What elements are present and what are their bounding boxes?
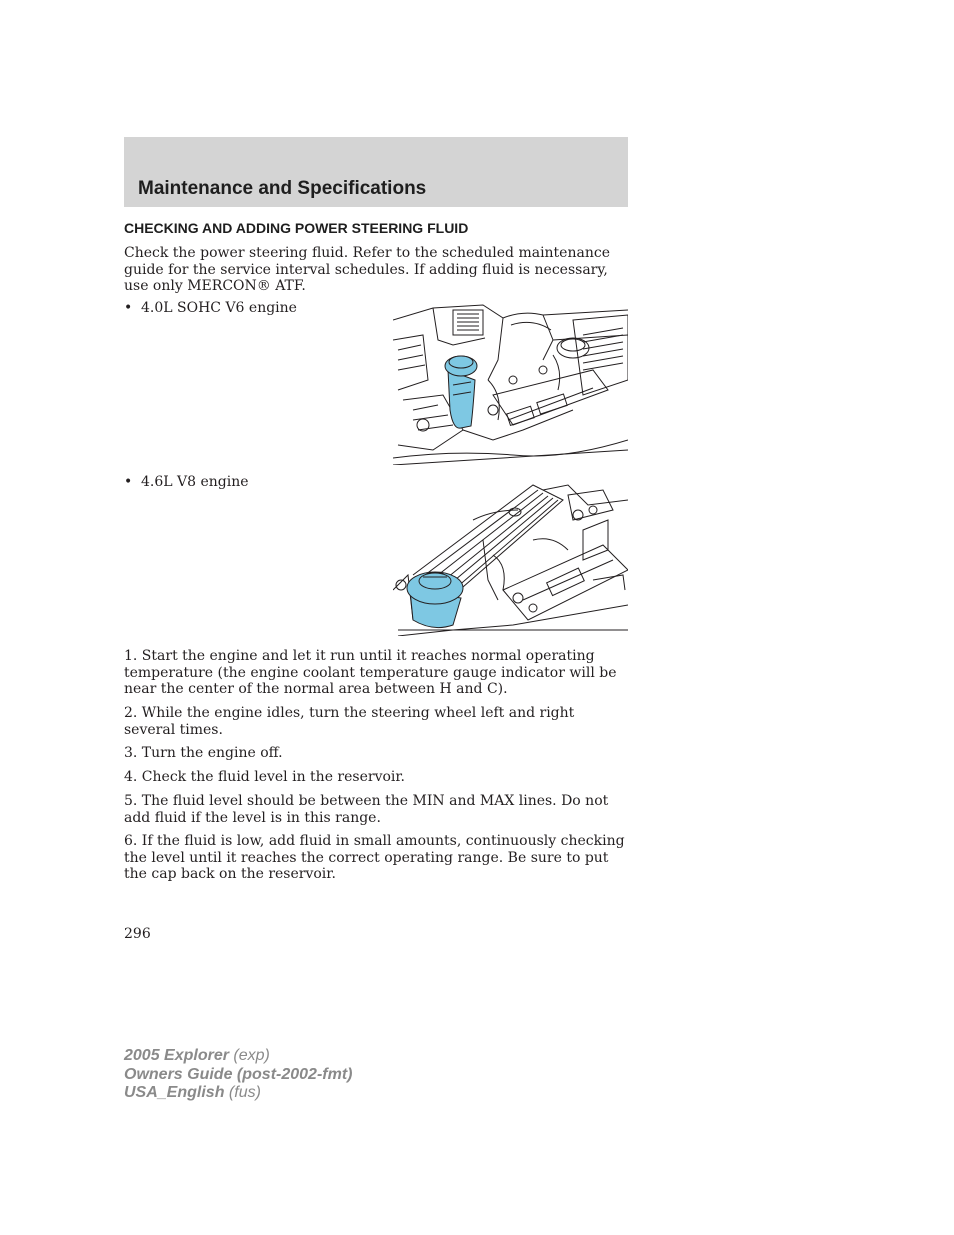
- step-1: 1. Start the engine and let it run until it reaches normal operating temperature (the engine coolant temperature gauge indicator will be near the center of the normal area between H and C).: [124, 648, 617, 697]
- page-number: 296: [124, 926, 151, 942]
- bullet-text: 4.0L SOHC V6 engine: [141, 300, 297, 316]
- v8-engine-illustration: [393, 480, 628, 636]
- step-6: 6. If the fluid is low, add fluid in small amounts, continuously checking the level until it reaches the correct operating range. Be sure to put the cap back on the reservoir.: [124, 833, 625, 882]
- footer-line-3: [124, 1084, 352, 1103]
- step-2: 2. While the engine idles, turn the steering wheel left and right several times.: [124, 705, 575, 738]
- footer-line-2: [124, 1066, 352, 1085]
- footer-model: 2005 Explorer: [124, 1047, 229, 1064]
- bullet-symbol: •: [124, 474, 133, 490]
- footer-language-code: (fus): [228, 1084, 261, 1101]
- footer-guide: Owners Guide (post-2002-fmt): [124, 1065, 353, 1083]
- power-steering-reservoir: [445, 356, 477, 428]
- footer-line-1: [124, 1047, 352, 1066]
- bullet-v6-engine: [124, 300, 297, 317]
- document-footer: [124, 1047, 352, 1103]
- step-3: 3. Turn the engine off.: [124, 745, 283, 761]
- section-header-band: [124, 137, 628, 207]
- v6-engine-illustration: [393, 300, 628, 465]
- intro-paragraph: Check the power steering fluid. Refer to the scheduled maintenance guide for the service interval schedules. If adding fluid is necessary, use only MERCON® ATF.: [124, 245, 610, 294]
- step-5: 5. The fluid level should be between the MIN and MAX lines. Do not add fluid if the level is in this range.: [124, 793, 609, 826]
- footer-language: USA_English: [124, 1084, 225, 1101]
- subheading: CHECKING AND ADDING POWER STEERING FLUID: [124, 220, 469, 236]
- section-title: Maintenance and Specifications: [138, 178, 427, 199]
- footer-model-code: (exp): [233, 1047, 270, 1064]
- bullet-text: 4.6L V8 engine: [141, 474, 249, 490]
- bullet-v8-engine: [124, 474, 249, 491]
- power-steering-reservoir: [407, 572, 463, 628]
- step-4: 4. Check the fluid level in the reservoir.: [124, 769, 405, 785]
- v6-engine-lines: [393, 305, 628, 465]
- bullet-symbol: •: [124, 300, 133, 316]
